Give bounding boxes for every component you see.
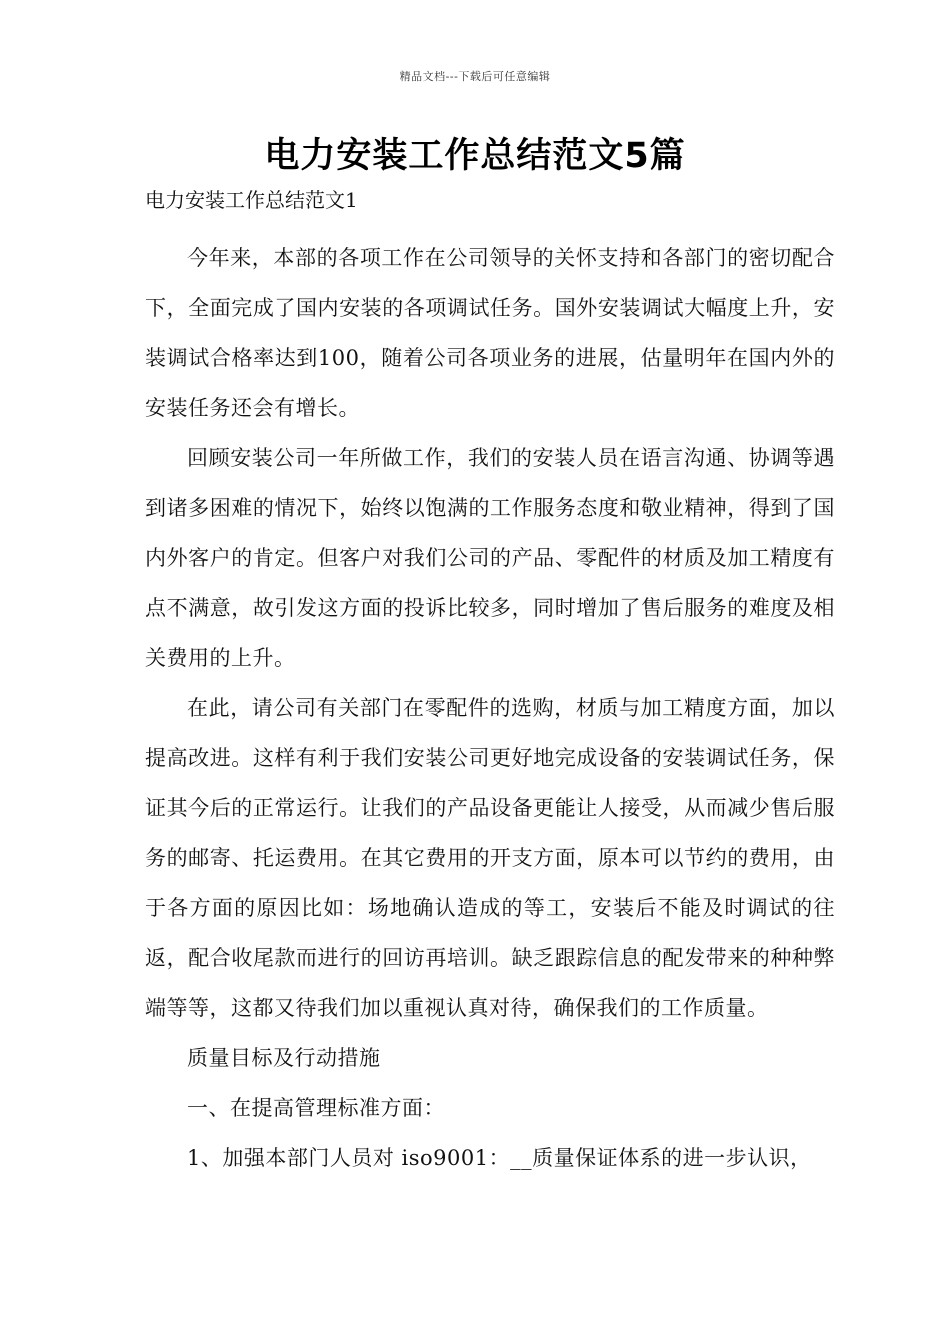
list-heading: 一、在提高管理标准方面： xyxy=(187,1096,445,1120)
paragraph: 今年来，本部的各项工作在公司领导的关怀支持和各部门的密切配合下，全面完成了国内安装的各项调试任务。国外安装调试大幅度上升，安装调试合格率达到100，随着公司各项业务的进展，估量明年在国内外的安装任务还会有增长。 xyxy=(145,246,835,420)
list-item: 1、加强本部门人员对 iso9001：__质量保证体系的进一步认识， xyxy=(187,1146,812,1170)
paragraph: 在此，请公司有关部门在零配件的选购，材质与加工精度方面，加以提高改进。这样有利于我们安装公司更好地完成设备的安装调试任务，保证其今后的正常运行。让我们的产品设备更能让人接受，从而减少售后服务的邮寄、托运费用。在其它费用的开支方面，原本可以节约的费用，由于各方面的原因比如：场地确认造成的等工，安装后不能及时调试的往返，配合收尾款而进行的回访再培训。缺乏跟踪信息的配发带来的种种弊端等等，这都又待我们加以重视认真对待，确保我们的工作质量。 xyxy=(145,696,835,1020)
document-body xyxy=(145,183,835,1183)
header-note: 精品文档---下载后可任意编辑 xyxy=(399,70,551,83)
page-title: 电力安装工作总结范文5篇 xyxy=(264,136,686,176)
subheading: 质量目标及行动措施 xyxy=(187,1046,381,1070)
paragraph: 回顾安装公司一年所做工作，我们的安装人员在语言沟通、协调等遇到诸多困难的情况下，始终以饱满的工作服务态度和敬业精神，得到了国内外客户的肯定。但客户对我们公司的产品、零配件的材质及加工精度有点不满意，故引发这方面的投诉比较多，同时增加了售后服务的难度及相关费用的上升。 xyxy=(145,446,835,670)
section-title: 电力安装工作总结范文1 xyxy=(145,188,358,212)
